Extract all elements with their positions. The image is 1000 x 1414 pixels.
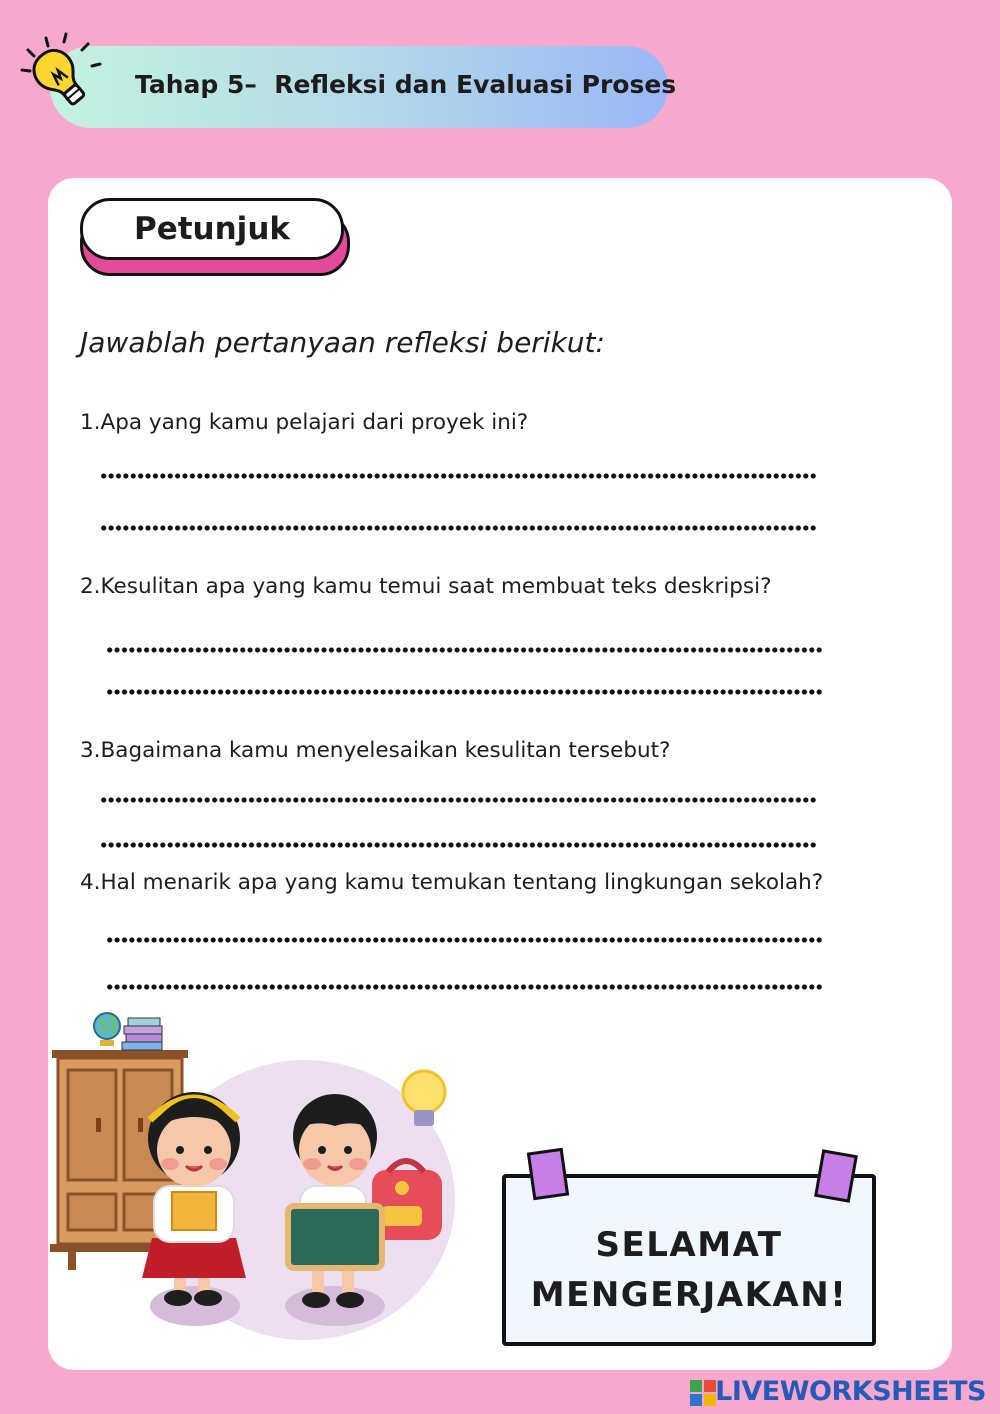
answer-line[interactable]	[106, 647, 822, 653]
tape-left	[527, 1148, 569, 1201]
students-illustration	[50, 1010, 470, 1340]
instructions-label: Petunjuk	[80, 198, 344, 260]
greeting-sign	[496, 1150, 881, 1350]
sign-text	[502, 1220, 876, 1320]
question-4: 4.Hal menarik apa yang kamu temukan tentang lingkungan sekolah?	[80, 870, 824, 895]
globe-icon	[94, 1013, 120, 1046]
books-icon	[122, 1018, 162, 1050]
answer-line[interactable]	[106, 984, 822, 990]
lightbulb-icon	[14, 26, 110, 122]
page-title: Tahap 5– Refleksi dan Evaluasi Proses	[135, 70, 677, 99]
answer-line[interactable]	[100, 525, 816, 531]
sign-line-1: SELAMAT	[595, 1225, 783, 1265]
instructions-badge	[80, 198, 348, 274]
question-1: 1.Apa yang kamu pelajari dari proyek ini?	[80, 410, 529, 435]
answer-line[interactable]	[100, 797, 816, 803]
answer-line[interactable]	[100, 842, 816, 848]
sign-line-2: MENGERJAKAN!	[530, 1275, 848, 1315]
answer-line[interactable]	[106, 689, 822, 695]
question-3: 3.Bagaimana kamu menyelesaikan kesulitan tersebut?	[80, 738, 671, 763]
liveworksheets-logo-icon	[690, 1380, 716, 1406]
question-2: 2.Kesulitan apa yang kamu temui saat membuat teks deskripsi?	[80, 574, 772, 599]
answer-line[interactable]	[106, 937, 822, 943]
watermark: LIVEWORKSHEETS	[715, 1376, 986, 1407]
instruction-text: Jawablah pertanyaan refleksi berikut:	[80, 326, 605, 359]
answer-line[interactable]	[100, 473, 816, 479]
